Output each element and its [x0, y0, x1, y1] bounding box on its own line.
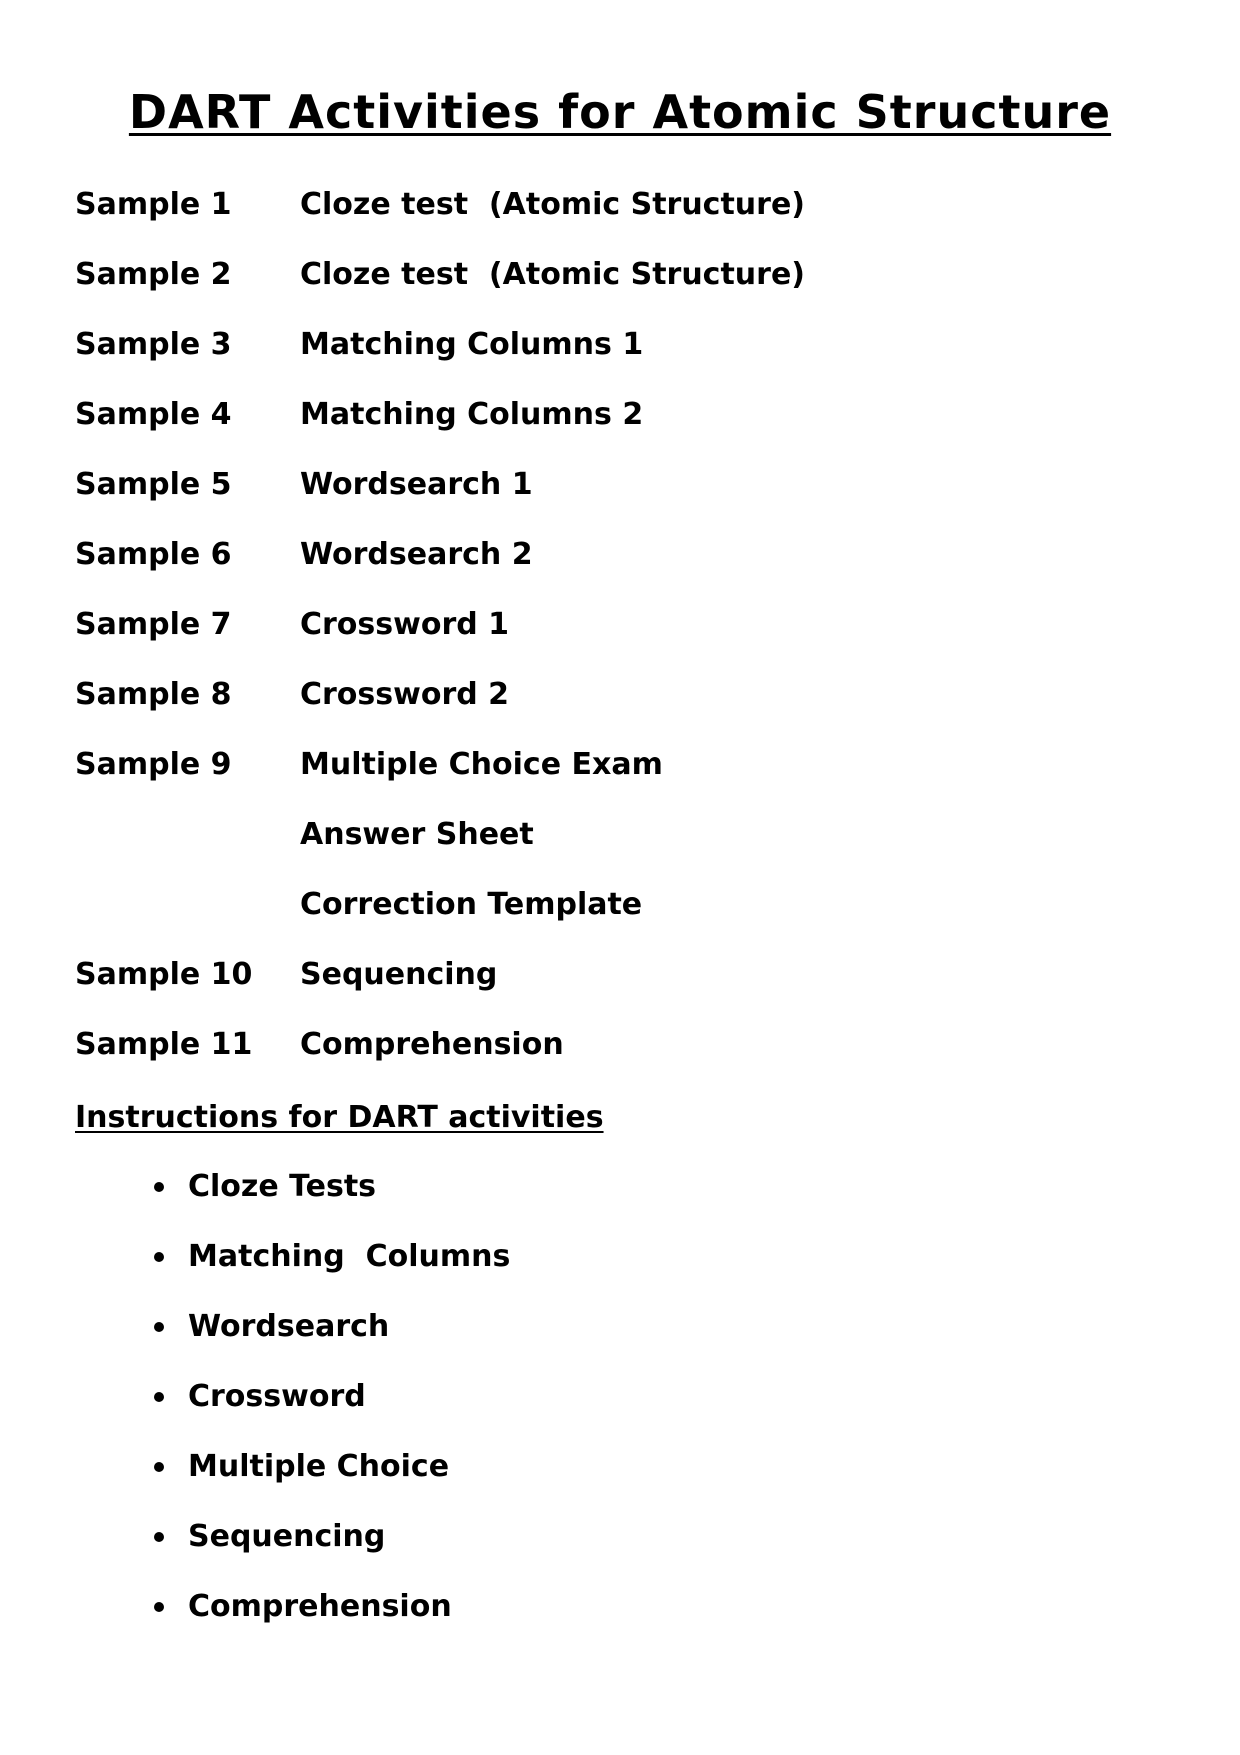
samples-list	[75, 180, 1175, 1090]
sample-activity: Sequencing	[300, 957, 498, 992]
bullet-icon	[154, 1532, 164, 1542]
sample-row	[75, 180, 1175, 250]
bullet-icon	[154, 1322, 164, 1332]
list-item	[150, 1442, 510, 1512]
sample-label: Sample 9	[75, 747, 232, 782]
sample-activity: Correction Template	[300, 887, 643, 922]
list-item	[150, 1582, 510, 1652]
sample-row	[75, 950, 1175, 1020]
sample-row	[75, 880, 1175, 950]
list-item-label: Cloze Tests	[188, 1169, 377, 1204]
sample-activity: Answer Sheet	[300, 817, 534, 852]
sample-activity: Matching Columns 2	[300, 397, 644, 432]
sample-label: Sample 11	[75, 1027, 253, 1062]
sample-activity: Crossword 2	[300, 677, 510, 712]
sample-activity: Cloze test (Atomic Structure)	[300, 187, 806, 222]
sample-row	[75, 530, 1175, 600]
sample-row	[75, 600, 1175, 670]
bullet-icon	[154, 1182, 164, 1192]
list-item	[150, 1302, 510, 1372]
sample-row	[75, 250, 1175, 320]
bullet-icon	[154, 1602, 164, 1612]
sample-row	[75, 670, 1175, 740]
sample-row	[75, 810, 1175, 880]
sample-row	[75, 320, 1175, 390]
sample-label: Sample 2	[75, 257, 232, 292]
instructions-list	[150, 1162, 510, 1652]
list-item	[150, 1512, 510, 1582]
page-title-text: DART Activities for Atomic Structure	[128, 85, 1112, 139]
list-item-label: Multiple Choice	[188, 1449, 450, 1484]
list-item-label: Matching Columns	[188, 1239, 511, 1274]
sample-label: Sample 7	[75, 607, 232, 642]
sample-label: Sample 5	[75, 467, 232, 502]
page-title	[0, 82, 1240, 142]
sample-activity: Crossword 1	[300, 607, 510, 642]
sample-row	[75, 460, 1175, 530]
sample-row	[75, 740, 1175, 810]
sample-label: Sample 4	[75, 397, 232, 432]
sample-label: Sample 8	[75, 677, 232, 712]
list-item-label: Wordsearch	[188, 1309, 390, 1344]
sample-activity: Wordsearch 1	[300, 467, 533, 502]
sample-activity: Wordsearch 2	[300, 537, 533, 572]
sample-activity: Multiple Choice Exam	[300, 747, 663, 782]
sample-label: Sample 10	[75, 957, 253, 992]
bullet-icon	[154, 1392, 164, 1402]
list-item-label: Crossword	[188, 1379, 366, 1414]
sample-label: Sample 3	[75, 327, 232, 362]
instructions-heading: Instructions for DART activities	[75, 1100, 604, 1135]
list-item	[150, 1372, 510, 1442]
bullet-icon	[154, 1252, 164, 1262]
sample-activity: Matching Columns 1	[300, 327, 644, 362]
sample-label: Sample 6	[75, 537, 232, 572]
sample-row	[75, 390, 1175, 460]
sample-label: Sample 1	[75, 187, 232, 222]
list-item-label: Sequencing	[188, 1519, 386, 1554]
sample-row	[75, 1020, 1175, 1090]
sample-activity: Comprehension	[300, 1027, 564, 1062]
bullet-icon	[154, 1462, 164, 1472]
list-item	[150, 1162, 510, 1232]
list-item-label: Comprehension	[188, 1589, 452, 1624]
sample-activity: Cloze test (Atomic Structure)	[300, 257, 806, 292]
list-item	[150, 1232, 510, 1302]
